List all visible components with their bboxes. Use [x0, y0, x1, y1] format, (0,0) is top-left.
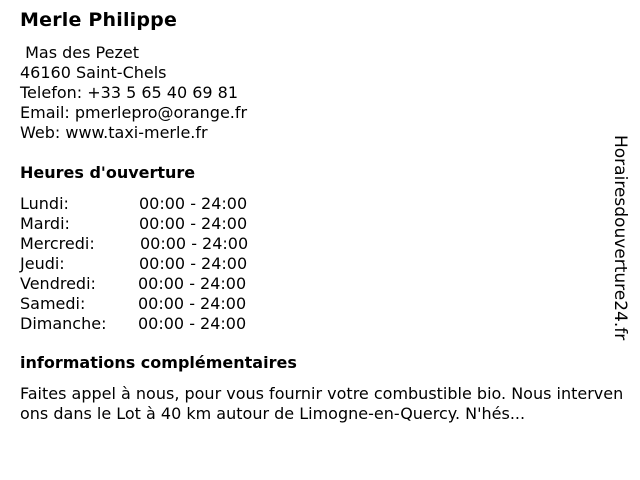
- business-name: Merle Philippe: [20, 9, 178, 31]
- hours-row: [20, 294, 280, 314]
- time-range: 00:00 - 24:00: [138, 314, 247, 333]
- time-range: 00:00 - 24:00: [139, 254, 248, 273]
- hours-row: [20, 274, 280, 294]
- website: Web: www.taxi-merle.fr: [20, 123, 208, 142]
- time-range: 00:00 - 24:00: [139, 214, 248, 233]
- hours-row: [20, 314, 280, 334]
- opening-hours-table: [20, 194, 280, 334]
- time-range: 00:00 - 24:00: [138, 274, 247, 293]
- day-label: Jeudi:: [20, 254, 65, 273]
- hours-row: [20, 234, 280, 254]
- day-label: Mercredi:: [20, 234, 95, 253]
- hours-row: [20, 254, 280, 274]
- hours-row: [20, 214, 280, 234]
- day-label: Samedi:: [20, 294, 86, 313]
- day-label: Lundi:: [20, 194, 69, 213]
- phone-number: Telefon: +33 5 65 40 69 81: [20, 83, 239, 102]
- contact-block: [20, 43, 247, 143]
- additional-info-text: Faites appel à nous, pour vous fournir votre combustible bio. Nous intervenons dans le Lot à 40 km autour de Limogne-en-Quercy. N'hés...: [20, 384, 624, 423]
- site-watermark: Horairesdouverture24.fr: [610, 135, 630, 341]
- email-address: Email: pmerlepro@orange.fr: [20, 103, 248, 122]
- city-address: 46160 Saint-Chels: [20, 63, 167, 82]
- day-label: Vendredi:: [20, 274, 96, 293]
- day-label: Mardi:: [20, 214, 70, 233]
- additional-info-heading: informations complémentaires: [20, 353, 297, 372]
- street-address: Mas des Pezet: [20, 43, 139, 62]
- time-range: 00:00 - 24:00: [138, 294, 247, 313]
- time-range: 00:00 - 24:00: [140, 234, 249, 253]
- time-range: 00:00 - 24:00: [139, 194, 248, 213]
- day-label: Dimanche:: [20, 314, 107, 333]
- opening-hours-heading: Heures d'ouverture: [20, 163, 196, 182]
- hours-row: [20, 194, 280, 214]
